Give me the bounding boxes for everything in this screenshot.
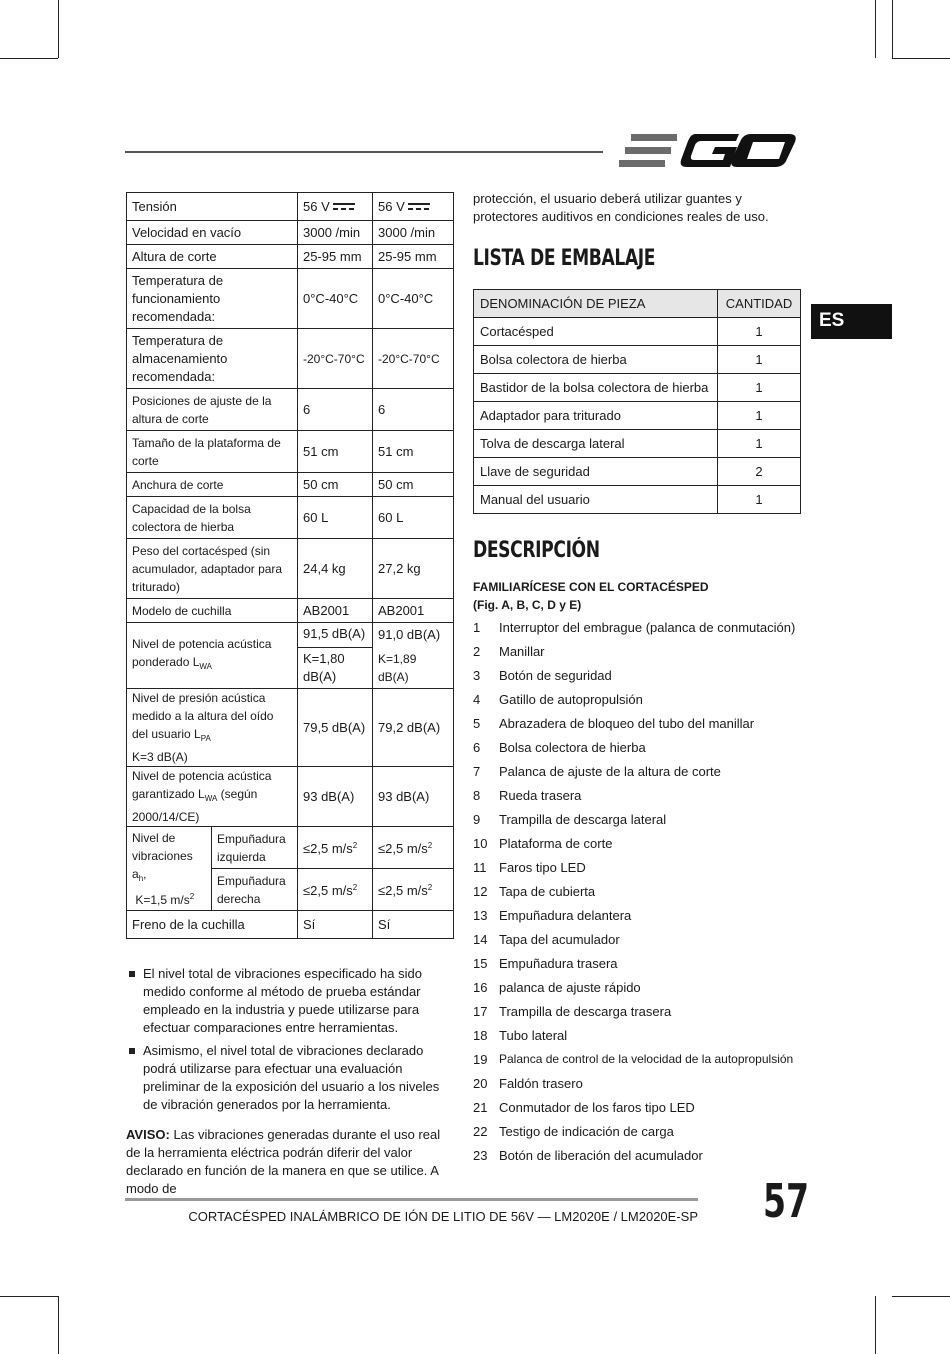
list-item: 10 Plataforma de corte (473, 836, 613, 851)
spec-value: 51 cm (373, 431, 454, 473)
bullet-icon (129, 1048, 135, 1054)
table-row (127, 599, 454, 623)
table-row: Adaptador para triturado 1 (474, 402, 801, 430)
vibration-notes (126, 965, 456, 1119)
spec-table (126, 192, 454, 939)
spec-value: 79,2 dB(A) (373, 689, 454, 767)
spec-sublabel: Empuñadura izquierda (212, 827, 298, 869)
list-item: 6 Bolsa colectora de hierba (473, 740, 646, 755)
spec-value: 6 (298, 389, 373, 431)
crop-mark (892, 1296, 950, 1297)
description-subheading: FAMILIARÍCESE CON EL CORTACÉSPED (Fig. A, B, C, D y E) (473, 580, 709, 612)
logo-text: EGO (617, 132, 620, 133)
spec-value: 50 cm (298, 473, 373, 497)
list-item: Asimismo, el nivel total de vibraciones declarado podrá utilizarse para efectuar una evaluación preliminar de la exposición del usuario a los niveles de vibración generados por la herramienta. (126, 1042, 456, 1114)
spec-value: 93 dB(A) (373, 767, 454, 827)
spec-value: 0°C-40°C (373, 269, 454, 329)
spec-value: 27,2 kg (373, 539, 454, 599)
spec-value: ≤2,5 $m/s^2$ (298, 869, 373, 911)
spec-label: Nivel de potencia acústica ponderado $L_{WA}$ (127, 623, 298, 689)
spec-label: Temperatura de funcionamiento recomendada: (127, 269, 298, 329)
table-row: Llave de seguridad 2 (474, 458, 801, 486)
spec-value: AB2001 (298, 599, 373, 623)
notice-paragraph: AVISO: Las vibraciones generadas durante el uso real de la herramienta eléctrica podrán diferir del valor declarado en función de la manera en que se utilice. A modo de (126, 1127, 441, 1196)
page-number: 57 (763, 1174, 810, 1228)
table-header-row (474, 290, 801, 318)
list-item: 19 Palanca de control de la velocidad de la autopropulsión (473, 1052, 794, 1067)
spec-label: Anchura de corte (127, 473, 298, 497)
spec-value: 3000 /min (298, 221, 373, 245)
crop-mark (58, 1296, 59, 1354)
list-item: 14 Tapa del acumulador (473, 932, 620, 947)
spec-value: Sí (298, 911, 373, 939)
spec-label: Nivel de potencia acústica garantizado $L_{WA}$ (según 2000/14/CE) (127, 767, 298, 827)
list-item: 20 Faldón trasero (473, 1076, 583, 1091)
table-row (127, 767, 454, 827)
spec-value: 60 L (298, 497, 373, 539)
table-row (127, 473, 454, 497)
dc-symbol-icon (333, 203, 355, 211)
spec-value: 91,0 dB(A) K=1,89 dB(A) (373, 623, 454, 689)
spec-label: Altura de corte (127, 245, 298, 269)
spec-value: 93 dB(A) (298, 767, 373, 827)
list-item: 16 palanca de ajuste rápido (473, 980, 641, 995)
spec-value: 79,5 dB(A) (298, 689, 373, 767)
notice-label: AVISO: (126, 1127, 170, 1142)
table-row: Cortacésped 1 (474, 318, 801, 346)
table-row (127, 329, 454, 389)
list-item: 8 Rueda trasera (473, 788, 582, 803)
table-row (127, 245, 454, 269)
spec-value: 60 L (373, 497, 454, 539)
list-item: 22 Testigo de indicación de carga (473, 1124, 674, 1139)
list-item: 7 Palanca de ajuste de la altura de corte (473, 764, 721, 779)
footer-rule (125, 1198, 698, 1201)
table-row: Manual del usuario 1 (474, 486, 801, 514)
packing-list-heading: LISTA DE EMBALAJE (473, 246, 656, 271)
intro-paragraph: protección, el usuario deberá utilizar guantes y protectores auditivos en condiciones reales de uso. (473, 191, 769, 224)
spec-value: 56 V (298, 193, 373, 221)
table-row (127, 497, 454, 539)
dc-symbol-icon (408, 203, 430, 211)
list-item: 13 Empuñadura delantera (473, 908, 632, 923)
spec-label: Tensión (127, 193, 298, 221)
table-row: Tolva de descarga lateral 1 (474, 430, 801, 458)
table-row (127, 221, 454, 245)
table-row (127, 431, 454, 473)
crop-mark (875, 0, 876, 58)
spec-value: ≤2,5 $m/s^2$ (373, 869, 454, 911)
table-row (127, 193, 454, 221)
spec-value: -20°C-70°C (373, 329, 454, 389)
list-item: 2 Manillar (473, 644, 545, 659)
spec-label: Capacidad de la bolsa colectora de hierba (127, 497, 298, 539)
table-row (127, 389, 454, 431)
spec-value: 50 cm (373, 473, 454, 497)
list-item: 9 Trampilla de descarga lateral (473, 812, 667, 827)
list-item: 11 Faros tipo LED (473, 860, 586, 875)
spec-value: ≤2,5 $m/s^2$ (373, 827, 454, 869)
list-item: 5 Abrazadera de bloqueo del tubo del manillar (473, 716, 755, 731)
list-item: 21 Conmutador de los faros tipo LED (473, 1100, 695, 1115)
spec-value: 25-95 mm (298, 245, 373, 269)
table-row: Bastidor de la bolsa colectora de hierba 1 (474, 374, 801, 402)
bullet-icon (129, 971, 135, 977)
spec-label: Tamaño de la plataforma de corte (127, 431, 298, 473)
spec-value: AB2001 (373, 599, 454, 623)
spec-label: Nivel de vibraciones $a_h$, K=1,5 $m/s^2$ (127, 827, 212, 911)
spec-value: Sí (373, 911, 454, 939)
description-heading: DESCRIPCIÓN (473, 538, 600, 563)
list-item: 3 Botón de seguridad (473, 668, 612, 683)
spec-value: 51 cm (298, 431, 373, 473)
spec-value: 56 V (373, 193, 454, 221)
spec-value: 25-95 mm (373, 245, 454, 269)
crop-mark (0, 1296, 58, 1297)
parts-list (473, 620, 803, 1172)
list-item: 17 Trampilla de descarga trasera (473, 1004, 672, 1019)
spec-value: 6 (373, 389, 454, 431)
spec-sublabel: Empuñadura derecha (212, 869, 298, 911)
spec-label: Posiciones de ajuste de la altura de corte (127, 389, 298, 431)
table-row (127, 623, 454, 689)
spec-label: Freno de la cuchilla (127, 911, 298, 939)
column-header: CANTIDAD (718, 290, 801, 318)
spec-value: 3000 /min (373, 221, 454, 245)
crop-mark (58, 0, 59, 58)
footer-title: CORTACÉSPED INALÁMBRICO DE IÓN DE LITIO DE 56V — LM2020E / LM2020E-SP (188, 1209, 698, 1224)
spec-value: -20°C-70°C (298, 329, 373, 389)
spec-label: Modelo de cuchilla (127, 599, 298, 623)
crop-mark (0, 58, 58, 59)
header-rule (125, 151, 603, 153)
spec-value: 91,5 dB(A) K=1,80 dB(A) (298, 623, 373, 689)
spec-value: 0°C-40°C (298, 269, 373, 329)
language-tab: ES (811, 304, 892, 339)
table-row (127, 827, 454, 869)
list-item: 4 Gatillo de autopropulsión (473, 692, 643, 707)
column-header: DENOMINACIÓN DE PIEZA (474, 290, 718, 318)
ego-logo (617, 132, 799, 170)
table-row (127, 911, 454, 939)
spec-label: Velocidad en vacío (127, 221, 298, 245)
spec-value: ≤2,5 $m/s^2$ (298, 827, 373, 869)
crop-mark (875, 1296, 876, 1354)
spec-label: Nivel de presión acústica medido a la altura del oído del usuario $L_{PA}$ K=3 dB(A) (127, 689, 298, 767)
spec-label: Peso del cortacésped (sin acumulador, adaptador para triturado) (127, 539, 298, 599)
table-row (127, 539, 454, 599)
spec-value: 24,4 kg (298, 539, 373, 599)
list-item: 12 Tapa de cubierta (473, 884, 596, 899)
list-item: El nivel total de vibraciones especificado ha sido medido conforme al método de prueba estándar empleado en la industria y puede utilizarse para efectuar comparaciones entre herramientas. (126, 965, 456, 1037)
list-item: 15 Empuñadura trasera (473, 956, 618, 971)
list-item: 1 Interruptor del embrague (palanca de conmutación) (473, 620, 796, 635)
crop-mark (892, 58, 950, 59)
table-row (127, 689, 454, 767)
table-row: Bolsa colectora de hierba 1 (474, 346, 801, 374)
list-item: 23 Botón de liberación del acumulador (473, 1148, 703, 1163)
crop-mark (892, 0, 893, 58)
table-row (127, 269, 454, 329)
packing-table (473, 289, 801, 514)
list-item: 18 Tubo lateral (473, 1028, 568, 1043)
spec-label: Temperatura de almacenamiento recomendada: (127, 329, 298, 389)
